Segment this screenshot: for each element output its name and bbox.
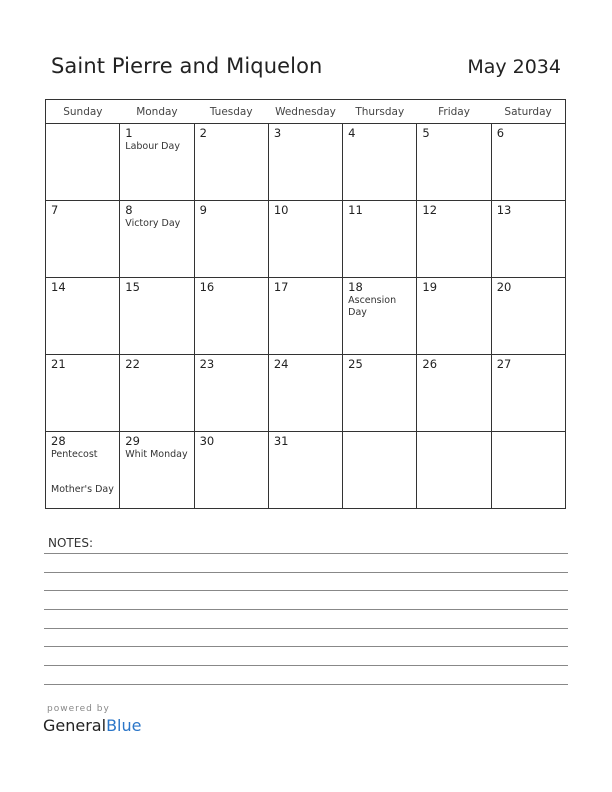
day-number: 22 [125,357,140,371]
holiday-label: Victory Day [125,218,181,229]
day-cell [417,278,491,355]
note-line [44,609,568,610]
day-number: 27 [496,357,512,371]
logo-blue: Blue [106,716,142,735]
weekday-wednesday: Wednesday [268,100,342,124]
weekday-header-row [46,100,566,124]
day-number: 31 [273,434,289,448]
powered-by-text: powered by [47,704,110,714]
day-number: 15 [125,280,140,294]
day-cell [120,278,194,355]
day-cell [46,201,120,278]
day-cell [343,124,417,201]
calendar-grid [45,99,566,509]
day-number: 2 [199,126,207,140]
day-number: 26 [422,357,438,371]
day-number: 16 [199,280,215,294]
day-cell [194,278,268,355]
day-cell [46,432,120,509]
day-cell [120,432,194,509]
day-cell [343,201,417,278]
weekday-thursday: Thursday [343,100,417,124]
day-number: 7 [51,203,59,217]
day-number: 19 [422,280,438,294]
empty-day-cell [343,432,417,509]
day-cell [417,355,491,432]
day-cell [491,355,565,432]
day-cell [268,124,342,201]
day-cell [194,201,268,278]
week-row [46,278,566,355]
day-number: 25 [348,357,363,371]
day-cell [46,278,120,355]
weekday-sunday: Sunday [46,100,120,124]
day-number: 8 [125,203,133,217]
day-cell [343,355,417,432]
logo-general: General [43,716,107,735]
note-line [44,684,568,685]
day-number: 23 [199,357,215,371]
day-cell [194,432,268,509]
week-row [46,124,566,201]
day-cell [46,355,120,432]
holiday-label: Mother's Day [51,484,114,495]
day-cell [268,278,342,355]
holiday-label: Pentecost [51,449,98,460]
generalblue-logo[interactable] [43,716,141,735]
day-number: 13 [496,203,512,217]
day-number: 9 [199,203,207,217]
week-row [46,201,566,278]
day-cell [120,124,194,201]
calendar-title: Saint Pierre and Miquelon [51,54,323,78]
day-number: 30 [199,434,215,448]
note-line [44,628,568,629]
day-number: 20 [496,280,512,294]
calendar-body [46,124,566,509]
day-cell [120,201,194,278]
day-number: 4 [348,126,356,140]
empty-day-cell [417,432,491,509]
day-cell [417,201,491,278]
day-number: 12 [422,203,438,217]
note-line [44,553,568,554]
weekday-tuesday: Tuesday [194,100,268,124]
week-row [46,432,566,509]
note-line [44,590,568,591]
day-cell [194,355,268,432]
day-number: 28 [51,434,66,448]
notes-label: NOTES: [48,536,93,550]
day-number: 17 [273,280,289,294]
day-cell [491,124,565,201]
weekday-monday: Monday [120,100,194,124]
day-cell [268,432,342,509]
week-row [46,355,566,432]
holiday-label: Whit Monday [125,449,188,460]
holiday-label: Labour Day [125,141,180,152]
day-number: 3 [273,126,282,140]
day-cell [491,201,565,278]
day-cell [417,124,491,201]
day-number: 5 [422,126,430,140]
holiday-label: Ascension Day [348,295,397,318]
day-number: 6 [496,126,505,140]
note-line [44,646,568,647]
day-number: 29 [125,434,140,448]
day-cell [268,201,342,278]
day-number: 14 [51,280,66,294]
weekday-saturday: Saturday [491,100,565,124]
day-number: 10 [273,203,289,217]
empty-day-cell [46,124,120,201]
note-line [44,572,568,573]
day-number: 18 [348,280,363,294]
day-number: 24 [273,357,289,371]
weekday-friday: Friday [417,100,491,124]
day-cell [194,124,268,201]
day-cell [491,278,565,355]
day-cell [120,355,194,432]
day-number: 11 [348,203,363,217]
day-number: 21 [51,357,66,371]
day-number: 1 [125,126,133,140]
day-cell [268,355,342,432]
calendar-month: May 2034 [467,56,561,78]
day-cell [343,278,417,355]
empty-day-cell [491,432,565,509]
note-line [44,665,568,666]
